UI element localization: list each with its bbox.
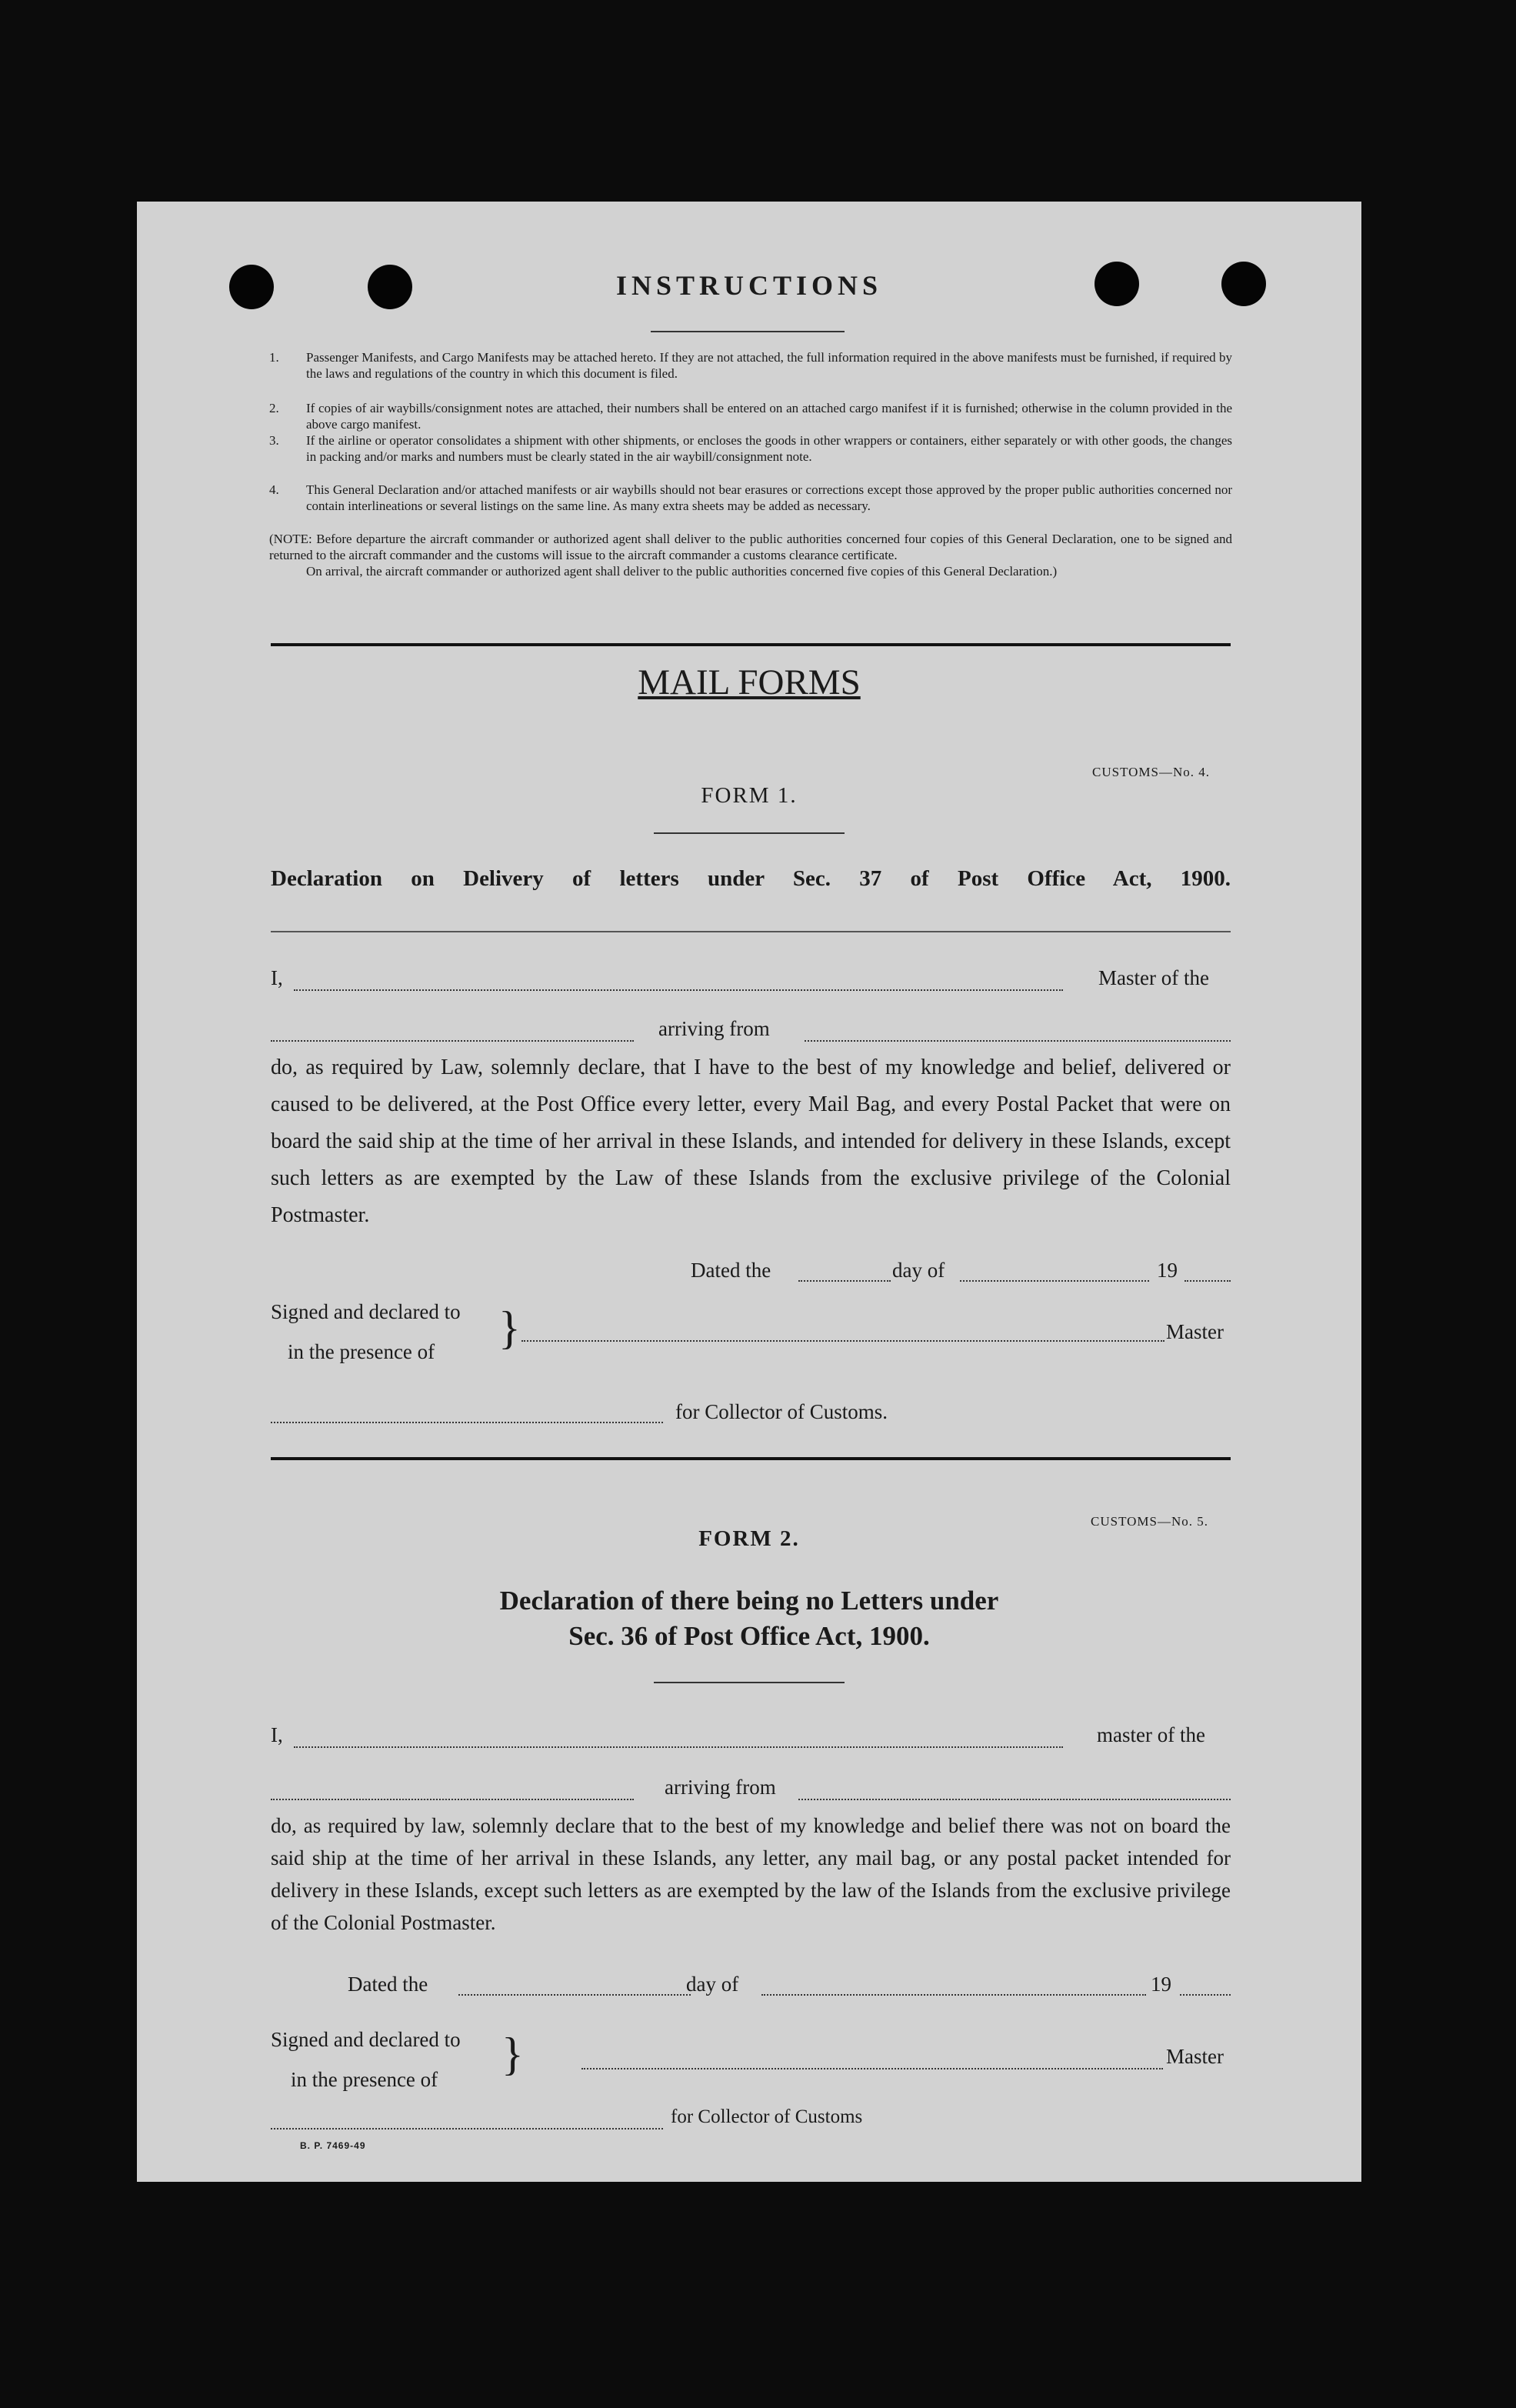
form2-heading-line2: Sec. 36 of Post Office Act, 1900. [568,1621,930,1651]
form2-declaration-body: do, as required by law, solemnly declare that to the best of my knowledge and belief there was not on board the said ship at the time of her arrival in these Islands, any letter, any mail bag, or any postal packet intended for delivery in these Islands, except such letters as are exempted by the law of the Islands from the exclusive privilege of the Colonial Postmaster. [271,1814,1231,1934]
instruction-note: (NOTE: Before departure the aircraft commander or authorized agent shall deliver to the public authorities concerned four copies of this General Declaration, one to be signed and returned to the aircraft commander and the customs will issue to the aircraft commander a customs clearance certificate. On arrival, the aircraft commander or authorized agent shall deliver to the public authorities concerned five copies of this General Declaration.) [269,532,1232,579]
form1-arriving-from-label: arriving from [658,1017,770,1040]
form1-heading: Declaration on Delivery of letters under Sec. 37 of Post Office Act, 1900. [271,866,1231,891]
form2-title-divider [654,1682,845,1683]
form2-ship-blank [271,1799,634,1800]
form-divider [271,1457,1231,1460]
form2-signed-line1: Signed and declared to [271,2028,461,2051]
form1-year-label: 19 [1157,1259,1178,1282]
form1-year-blank [1184,1280,1231,1282]
form2-master-signature-blank [581,2068,1163,2069]
document-page [137,202,1361,2182]
instructions-divider [651,331,845,332]
form1-dated-the-label: Dated the [691,1259,771,1282]
form1-collector-blank [271,1422,663,1423]
form1-signed-line2: in the presence of [288,1340,435,1363]
form1-title-divider [654,832,845,834]
instructions-title: INSTRUCTIONS [615,270,883,301]
form2-day-of-label: day of [686,1973,739,1996]
form1-declaration-body: do, as required by Law, solemnly declare, that I have to the best of my knowledge and belief, delivered or caused to be delivered, at the Post Office every letter, every Mail Bag, and every Postal Packet that were on board the said ship at the time of her arrival in these Islands, and intended for delivery in these Islands, except such letters as are exempted by the Law of these Islands from the exclusive privilege of the Colonial Postmaster. [271,1056,1231,1227]
form1-month-blank [960,1280,1149,1282]
form2-brace: } [501,2029,524,2079]
form2-signed-line2: in the presence of [291,2068,438,2091]
form2-collector-blank [271,2128,663,2130]
form2-collector-label: for Collector of Customs [671,2106,863,2127]
form2-dated-the-label: Dated the [348,1973,428,1996]
form2-year-blank [1180,1994,1231,1996]
form1-name-blank [294,989,1063,991]
form1-brace: } [498,1302,521,1353]
instruction-item-4: 4. This General Declaration and/or attached manifests or air waybills should not bear erasures or corrections except those approved by the proper public authorities concerned nor contain interlineations or several listings on the same line. As many extra sheets may be added as necessary. [269,482,1232,513]
form1-collector-label: for Collector of Customs. [675,1400,888,1423]
form1-ship-blank [271,1040,634,1042]
form2-date-blank [458,1994,691,1996]
form2-origin-blank [798,1799,1231,1800]
form1-master-of-the-label: Master of the [1098,966,1209,989]
form1-title: FORM 1. [701,783,798,808]
form2-heading-line1: Declaration of there being no Letters under [499,1586,999,1616]
form1-date-blank [798,1280,891,1282]
print-reference: B. P. 7469-49 [300,2140,366,2151]
form2-i-label: I, [271,1723,283,1746]
form2-master-label: Master [1166,2045,1224,2068]
form2-name-blank [294,1746,1063,1748]
form2-title: FORM 2. [698,1526,800,1551]
form1-customs-number: CUSTOMS—No. 4. [1092,765,1211,779]
mail-forms-title: MAIL FORMS [638,662,861,702]
form1-origin-blank [805,1040,1231,1042]
form2-month-blank [761,1994,1146,1996]
instruction-item-3: 3. If the airline or operator consolidates a shipment with other shipments, or encloses the goods in other wrappers or containers, either separately or with other goods, the changes in packing and/or marks and numbers must be clearly stated in the air waybill/consignment note. [269,433,1232,464]
form1-heading-rule [271,931,1231,932]
form1-master-signature-blank [521,1340,1164,1342]
instruction-item-2: 2. If copies of air waybills/consignment notes are attached, their numbers shall be entered on an attached cargo manifest if it is furnished; otherwise in the column provided in the above cargo manifest. [269,401,1232,432]
form1-day-of-label: day of [892,1259,945,1282]
form1-i-label: I, [271,966,283,989]
form2-arriving-from-label: arriving from [665,1776,776,1799]
instruction-item-1: 1. Passenger Manifests, and Cargo Manifests may be attached hereto. If they are not attached, the full information required in the above manifests must be furnished, if required by the laws and regulations of the country in which this document is filed. [269,350,1232,381]
section-divider-top [271,643,1231,646]
form1-master-label: Master [1166,1320,1224,1343]
form2-customs-number: CUSTOMS—No. 5. [1091,1514,1209,1529]
form1-signed-line1: Signed and declared to [271,1300,461,1323]
form2-master-of-the-label: master of the [1097,1723,1205,1746]
form2-year-label: 19 [1151,1973,1171,1996]
